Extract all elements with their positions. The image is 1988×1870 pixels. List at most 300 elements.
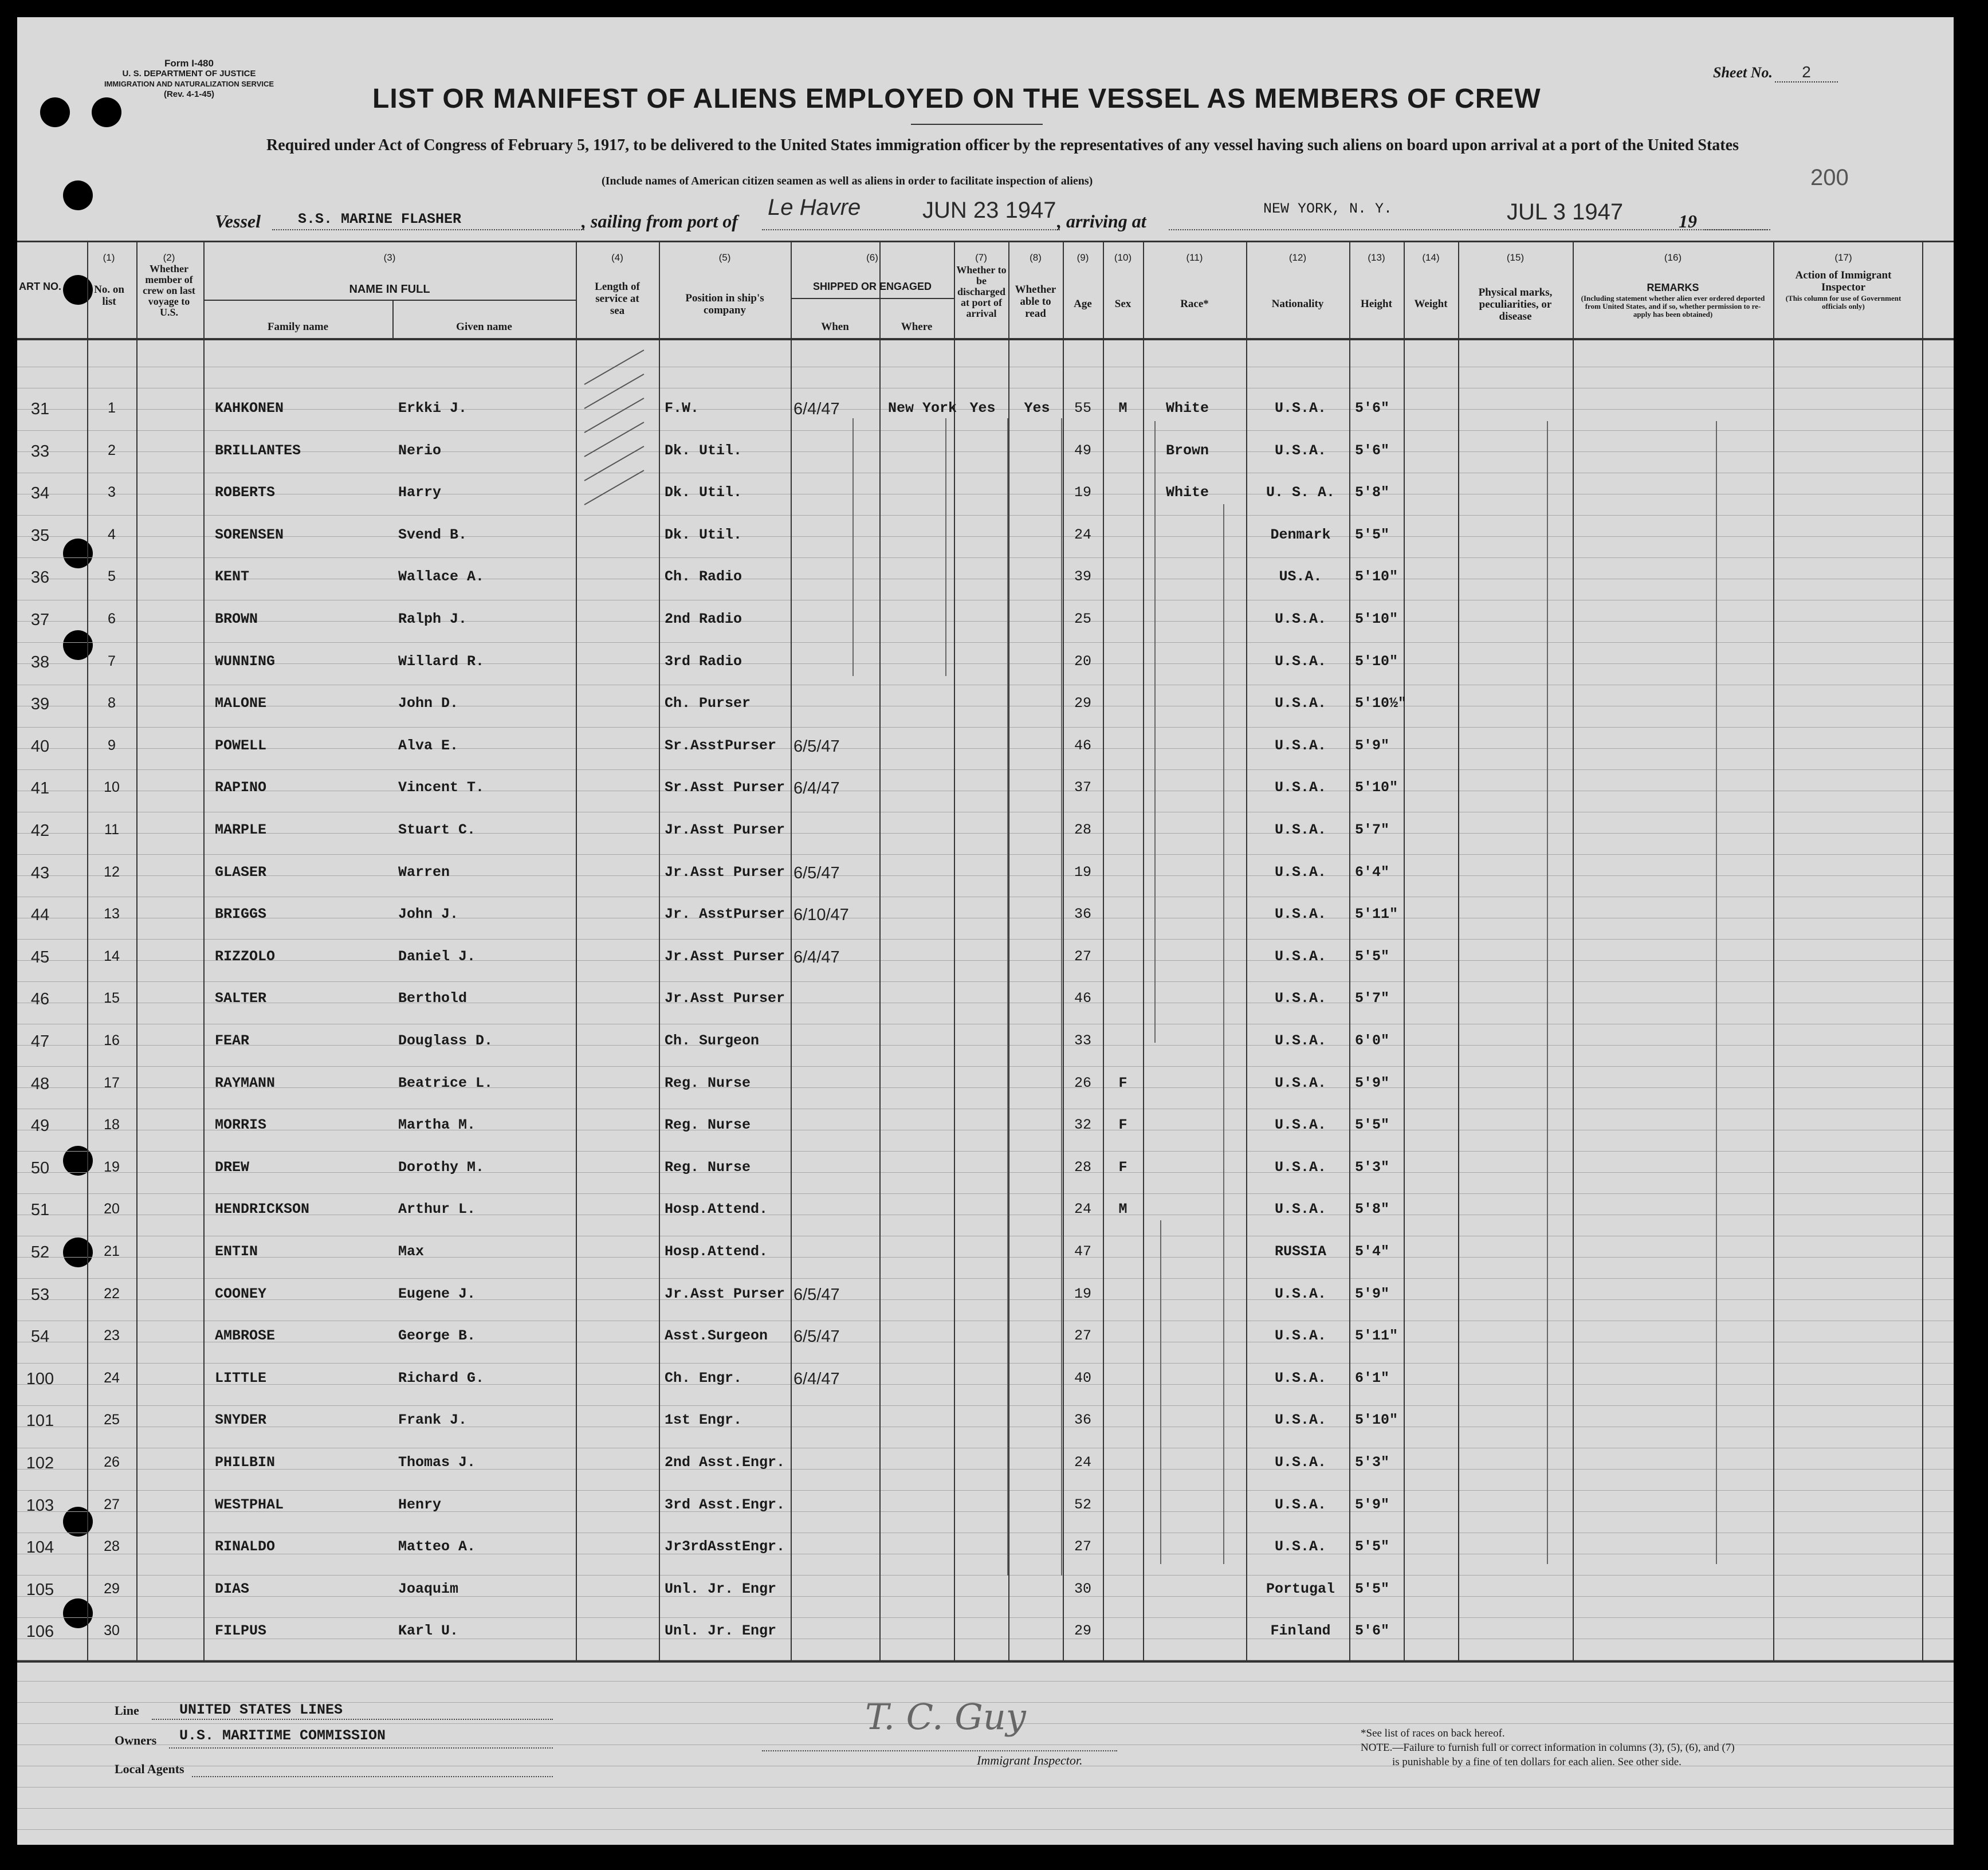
inspector-label: Immigrant Inspector. (977, 1753, 1083, 1767)
row-given-name: Max (398, 1243, 425, 1260)
row-nationality: U.S.A. (1274, 1032, 1326, 1049)
row-list-no: 9 (108, 737, 116, 753)
row-shipped-when: 6/5/47 (793, 864, 840, 882)
col-art-no-header: ART NO. (19, 281, 61, 292)
row-art-no: 37 (30, 611, 50, 629)
row-family-name: LITTLE (215, 1370, 267, 1386)
row-family-name: RAPINO (215, 779, 267, 796)
row-shipped-when: 6/10/47 (793, 906, 849, 924)
row-age: 47 (1074, 1243, 1091, 1260)
row-given-name: Ralph J. (398, 611, 467, 627)
row-given-name: Henry (398, 1496, 442, 1513)
row-position: 1st Engr. (665, 1412, 742, 1428)
row-position: Ch. Purser (665, 695, 751, 712)
ditto-mark (1154, 421, 1156, 1043)
row-position: Ch. Radio (665, 568, 742, 585)
col-12-num: (12) (1288, 252, 1307, 263)
row-age: 19 (1074, 1286, 1091, 1302)
row-given-name: Dorothy M. (398, 1159, 485, 1176)
row-family-name: SNYDER (215, 1412, 267, 1428)
col-13-header: Height (1361, 298, 1392, 310)
row-nationality: U.S.A. (1274, 1286, 1326, 1302)
row-given-name: Svend B. (398, 527, 467, 543)
col-10-header: Sex (1114, 298, 1131, 310)
col-5-num: (5) (718, 252, 731, 263)
row-given-name: Harry (398, 484, 442, 501)
row-position: Reg. Nurse (665, 1117, 751, 1133)
row-list-no: 10 (104, 779, 120, 795)
col-4-num: (4) (611, 252, 623, 263)
row-given-name: Douglass D. (398, 1032, 493, 1049)
row-position: Dk. Util. (665, 484, 742, 501)
row-position: Dk. Util. (665, 442, 742, 459)
row-given-name: Martha M. (398, 1117, 476, 1133)
row-position: 3rd Asst.Engr. (665, 1496, 785, 1513)
row-age: 46 (1074, 990, 1091, 1007)
shipped-subheader-rule (791, 298, 954, 299)
row-shipped-where: New York (888, 400, 957, 417)
owners-label: Owners (115, 1733, 157, 1747)
ruled-line (17, 1617, 1954, 1618)
col-15-header: Physical marks, peculiarities, or disease (1478, 286, 1553, 323)
row-art-no: 44 (30, 906, 50, 924)
row-art-no: 102 (26, 1454, 54, 1472)
inspector-signature (865, 1696, 1026, 1738)
table-row (17, 1159, 1954, 1182)
ruled-line (17, 430, 1954, 431)
col-17-header: Action of Immigrant Inspector (1795, 269, 1892, 293)
row-race: White (1166, 400, 1209, 417)
row-nationality: U.S.A. (1274, 1538, 1326, 1555)
ruled-line (17, 1490, 1954, 1491)
row-height: 6'0" (1355, 1032, 1390, 1049)
row-list-no: 16 (104, 1032, 120, 1048)
table-top-rule (17, 241, 1954, 242)
row-position: Unl. Jr. Engr (665, 1581, 777, 1597)
row-list-no: 30 (104, 1622, 120, 1639)
row-nationality: U.S.A. (1274, 822, 1326, 838)
table-row (17, 1454, 1954, 1477)
row-family-name: PHILBIN (215, 1454, 276, 1471)
row-height: 5'9" (1355, 1286, 1390, 1302)
table-row (17, 1538, 1954, 1561)
row-age: 26 (1074, 1075, 1091, 1091)
row-position: Dk. Util. (665, 527, 742, 543)
row-list-no: 21 (104, 1243, 120, 1259)
col-6-where-header: Where (901, 321, 933, 333)
row-list-no: 25 (104, 1412, 120, 1428)
row-nationality: U.S.A. (1274, 1327, 1326, 1344)
row-list-no: 17 (104, 1075, 120, 1091)
row-family-name: KAHKONEN (215, 400, 284, 417)
row-nationality: U.S.A. (1274, 653, 1326, 670)
row-sex: F (1118, 1075, 1127, 1091)
row-nationality: U.S.A. (1274, 1412, 1326, 1428)
ruled-line (17, 727, 1954, 728)
ditto-mark (1716, 421, 1717, 1564)
row-art-no: 47 (30, 1032, 50, 1051)
col-12-header: Nationality (1271, 298, 1324, 310)
owners-value: U.S. MARITIME COMMISSION (179, 1727, 386, 1744)
row-nationality: Denmark (1270, 527, 1331, 543)
table-row (17, 695, 1954, 718)
punch-hole (63, 275, 93, 305)
sailing-date-stamp: JUN 23 1947 (922, 198, 1056, 223)
local-agents-field (192, 1776, 553, 1777)
col-2-num: (2) (163, 252, 175, 263)
row-family-name: GLASER (215, 864, 267, 881)
row-age: 36 (1074, 1412, 1091, 1428)
table-row (17, 1496, 1954, 1519)
row-art-no: 40 (30, 737, 50, 756)
row-position: Ch. Surgeon (665, 1032, 760, 1049)
table-row (17, 1286, 1954, 1309)
row-shipped-when: 6/4/47 (793, 779, 840, 798)
row-sex: M (1118, 400, 1127, 417)
row-nationality: U.S.A. (1274, 990, 1326, 1007)
row-age: 29 (1074, 695, 1091, 712)
row-age: 19 (1074, 484, 1091, 501)
col-1-header: No. on list (94, 284, 124, 308)
ruled-line (17, 1681, 1954, 1682)
col-16-num: (16) (1664, 252, 1682, 263)
row-family-name: RAYMANN (215, 1075, 276, 1091)
row-art-no: 45 (30, 948, 50, 967)
row-art-no: 31 (30, 400, 50, 418)
row-family-name: ENTIN (215, 1243, 258, 1260)
row-family-name: WESTPHAL (215, 1496, 284, 1513)
ruled-line (17, 1829, 1954, 1830)
row-given-name: Alva E. (398, 737, 459, 754)
ruled-line (17, 1066, 1954, 1067)
row-list-no: 29 (104, 1581, 120, 1597)
row-art-no: 35 (30, 527, 50, 545)
row-age: 24 (1074, 1454, 1091, 1471)
sailing-field (762, 229, 1060, 230)
title-underline (911, 124, 1043, 125)
row-given-name: Richard G. (398, 1370, 485, 1386)
row-art-no: 33 (30, 442, 50, 461)
table-bottom-rule (17, 1660, 1954, 1663)
col-6-num: (6) (866, 252, 878, 263)
table-row (17, 568, 1954, 591)
row-family-name: MARPLE (215, 822, 267, 838)
row-age: 24 (1074, 527, 1091, 543)
col-15-num: (15) (1506, 252, 1525, 263)
row-given-name: Arthur L. (398, 1201, 476, 1217)
row-position: Sr.AsstPurser (665, 737, 777, 754)
row-nationality: US.A. (1279, 568, 1322, 585)
row-position: Jr.Asst Purser (665, 822, 785, 838)
row-age: 19 (1074, 864, 1091, 881)
row-art-no: 43 (30, 864, 50, 882)
row-list-no: 13 (104, 906, 120, 922)
row-nationality: U.S.A. (1274, 611, 1326, 627)
row-height: 5'6" (1355, 442, 1390, 459)
col-3-num: (3) (383, 252, 396, 263)
col-17-num: (17) (1834, 252, 1852, 263)
row-art-no: 100 (26, 1370, 54, 1388)
row-given-name: Vincent T. (398, 779, 485, 796)
row-family-name: DIAS (215, 1581, 250, 1597)
row-position: Unl. Jr. Engr (665, 1622, 777, 1639)
row-family-name: WUNNING (215, 653, 276, 670)
ditto-mark (852, 418, 854, 676)
row-given-name: Eugene J. (398, 1286, 476, 1302)
row-height: 5'10½" (1355, 695, 1407, 712)
row-height: 5'10" (1355, 653, 1398, 670)
row-nationality: U.S.A. (1274, 695, 1326, 712)
col-8-header: Whether able to read (1015, 284, 1056, 320)
ditto-mark (945, 418, 946, 676)
row-age: 24 (1074, 1201, 1091, 1217)
row-nationality: U.S.A. (1274, 737, 1326, 754)
line-field (152, 1719, 553, 1720)
row-family-name: BRIGGS (215, 906, 267, 922)
row-height: 5'5" (1355, 1538, 1390, 1555)
row-family-name: FEAR (215, 1032, 250, 1049)
col-9-header: Age (1074, 298, 1092, 310)
ditto-mark (1007, 418, 1008, 1576)
row-art-no: 103 (26, 1496, 54, 1515)
footnote-fine: is punishable by a fine of ten dollars for each alien. See other side. (1392, 1756, 1681, 1768)
col-5-header: Position in ship's company (685, 292, 764, 316)
table-row (17, 1117, 1954, 1140)
ruled-line (17, 939, 1954, 940)
row-height: 5'11" (1355, 1327, 1398, 1344)
row-age: 27 (1074, 948, 1091, 965)
page-title: LIST OR MANIFEST OF ALIENS EMPLOYED ON THE VESSEL AS MEMBERS OF CREW (372, 84, 1541, 114)
row-age: 33 (1074, 1032, 1091, 1049)
row-given-name: Joaquim (398, 1581, 459, 1597)
manifest-sheet (17, 17, 1954, 1845)
row-nationality: Portugal (1266, 1581, 1335, 1597)
row-nationality: U.S.A. (1274, 1496, 1326, 1513)
row-art-no: 34 (30, 484, 50, 502)
col-14-num: (14) (1422, 252, 1440, 263)
col-10-num: (10) (1114, 252, 1132, 263)
col-6-header: SHIPPED OR ENGAGED (812, 281, 932, 292)
row-height: 5'7" (1355, 990, 1390, 1007)
row-age: 55 (1074, 400, 1091, 417)
ruled-line (17, 1193, 1954, 1194)
table-row (17, 1327, 1954, 1350)
ditto-mark (1061, 418, 1062, 1576)
sheet-value: 2 (1775, 63, 1838, 82)
arriving-date-stamp: JUL 3 1947 (1507, 199, 1624, 225)
row-age: 46 (1074, 737, 1091, 754)
vessel-label: Vessel (215, 211, 261, 231)
table-row (17, 1075, 1954, 1098)
row-list-no: 2 (108, 442, 116, 458)
punch-hole (40, 97, 70, 127)
row-height: 5'10" (1355, 1412, 1398, 1428)
row-height: 5'7" (1355, 822, 1390, 838)
row-shipped-when: 6/5/47 (793, 1286, 840, 1304)
row-art-no: 42 (30, 822, 50, 840)
row-position: Jr.Asst Purser (665, 864, 785, 881)
row-art-no: 101 (26, 1412, 54, 1430)
table-row (17, 653, 1954, 676)
row-given-name: Erkki J. (398, 400, 467, 417)
row-height: 5'8" (1355, 1201, 1390, 1217)
col-8-num: (8) (1030, 252, 1042, 263)
col-13-num: (13) (1368, 252, 1385, 263)
row-nationality: U.S.A. (1274, 1117, 1326, 1133)
year-label: 19 (1679, 211, 1697, 231)
row-given-name: Wallace A. (398, 568, 485, 585)
row-race: White (1166, 484, 1209, 501)
row-height: 5'9" (1355, 1075, 1390, 1091)
line-label: Line (115, 1703, 139, 1718)
line-value: UNITED STATES LINES (179, 1702, 343, 1718)
row-list-no: 4 (108, 527, 116, 543)
row-art-no: 49 (30, 1117, 50, 1135)
page-subtitle: Required under Act of Congress of February 5, 1917, to be delivered to the United States immigration officer by the representatives of any vessel having such aliens on board upon arrival at a port of the United States (266, 136, 1739, 154)
row-height: 5'5" (1355, 948, 1390, 965)
row-position: Hosp.Attend. (665, 1243, 768, 1260)
ruled-line (17, 981, 1954, 982)
row-art-no: 104 (26, 1538, 54, 1557)
page-stamp-number: 200 (1810, 165, 1849, 190)
row-list-no: 22 (104, 1286, 120, 1302)
table-row (17, 611, 1954, 634)
form-number: Form I-480 (164, 58, 214, 69)
row-height: 5'10" (1355, 779, 1398, 796)
table-row (17, 1201, 1954, 1224)
row-given-name: Daniel J. (398, 948, 476, 965)
row-nationality: U.S.A. (1274, 1201, 1326, 1217)
row-list-no: 1 (108, 400, 116, 416)
row-family-name: COONEY (215, 1286, 267, 1302)
row-position: Jr.Asst Purser (665, 948, 785, 965)
table-row (17, 779, 1954, 802)
row-family-name: BROWN (215, 611, 258, 627)
row-list-no: 23 (104, 1327, 120, 1343)
ruled-line (17, 769, 1954, 770)
col-3-header: NAME IN FULL (349, 283, 430, 296)
col-9-num: (9) (1076, 252, 1089, 263)
ditto-mark (1547, 421, 1548, 1564)
row-art-no: 54 (30, 1327, 50, 1346)
table-row (17, 400, 1954, 423)
row-height: 5'10" (1355, 611, 1398, 627)
col-11-num: (11) (1186, 252, 1203, 263)
row-given-name: Karl U. (398, 1622, 459, 1639)
col-17-subheader: (This column for use of Government officials only) (1785, 294, 1901, 311)
row-age: 28 (1074, 822, 1091, 838)
table-row (17, 1032, 1954, 1055)
ruled-line (17, 1808, 1954, 1809)
row-art-no: 106 (26, 1622, 54, 1641)
row-given-name: Warren (398, 864, 450, 881)
row-race: Brown (1166, 442, 1209, 459)
row-family-name: MALONE (215, 695, 267, 712)
row-age: 37 (1074, 779, 1091, 796)
row-height: 5'11" (1355, 906, 1398, 922)
row-age: 49 (1074, 442, 1091, 459)
form-meta (103, 58, 275, 100)
sheet-label: Sheet No. (1713, 64, 1773, 81)
ditto-mark (1160, 1220, 1161, 1564)
row-art-no: 48 (30, 1075, 50, 1093)
col-16-header: REMARKS (1647, 282, 1699, 293)
row-family-name: SALTER (215, 990, 267, 1007)
row-height: 5'3" (1355, 1454, 1390, 1471)
row-sex: F (1118, 1117, 1127, 1133)
row-sex: F (1118, 1159, 1127, 1176)
signature-text: T. C. Guy (865, 1696, 1026, 1738)
row-nationality: U.S.A. (1274, 1454, 1326, 1471)
owners-field (169, 1747, 553, 1749)
row-position: Jr3rdAsstEngr. (665, 1538, 785, 1555)
row-family-name: HENDRICKSON (215, 1201, 310, 1217)
row-position: Jr.Asst Purser (665, 990, 785, 1007)
col-3-given-header: Given name (456, 321, 512, 333)
table-row (17, 442, 1954, 465)
row-height: 5'3" (1355, 1159, 1390, 1176)
row-position: Reg. Nurse (665, 1075, 751, 1091)
table-row (17, 1581, 1954, 1604)
row-height: 5'4" (1355, 1243, 1390, 1260)
ruled-line (17, 1405, 1954, 1406)
sailing-port: Le Havre (768, 195, 861, 220)
row-list-no: 8 (108, 695, 116, 711)
row-given-name: Matteo A. (398, 1538, 476, 1555)
row-age: 36 (1074, 906, 1091, 922)
col-11-header: Race* (1180, 298, 1209, 310)
row-given-name: Stuart C. (398, 822, 476, 838)
page-subnote: (Include names of American citizen seamen as well as aliens in order to facilitate inspection of aliens) (602, 175, 1093, 187)
row-family-name: FILPUS (215, 1622, 267, 1639)
ruled-line (17, 1575, 1954, 1576)
table-row (17, 1412, 1954, 1435)
punch-hole (63, 180, 93, 210)
vessel-name: S.S. MARINE FLASHER (298, 211, 462, 227)
row-nationality: U.S.A. (1274, 906, 1326, 922)
row-shipped-when: 6/5/47 (793, 1327, 840, 1346)
row-nationality: U.S.A. (1274, 1159, 1326, 1176)
row-given-name: Frank J. (398, 1412, 467, 1428)
row-height: 5'9" (1355, 1496, 1390, 1513)
row-art-no: 41 (30, 779, 50, 798)
row-family-name: BRILLANTES (215, 442, 301, 459)
table-row (17, 990, 1954, 1013)
row-shipped-when: 6/4/47 (793, 400, 840, 418)
row-list-no: 19 (104, 1159, 120, 1175)
row-art-no: 39 (30, 695, 50, 713)
row-sex: M (1118, 1201, 1127, 1217)
inspector-field (762, 1750, 1117, 1751)
row-age: 40 (1074, 1370, 1091, 1386)
row-able-to-read: Yes (1024, 400, 1050, 417)
ditto-mark (1223, 504, 1224, 1564)
col-3-family-header: Family name (267, 321, 329, 333)
row-nationality: U. S. A. (1266, 484, 1335, 501)
table-row (17, 737, 1954, 760)
row-nationality: U.S.A. (1274, 948, 1326, 965)
local-agents-label: Local Agents (115, 1762, 184, 1776)
row-family-name: AMBROSE (215, 1327, 276, 1344)
row-art-no: 52 (30, 1243, 50, 1262)
row-position: F.W. (665, 400, 700, 417)
col-16-subheader: (Including statement whether alien ever ordered deported from United States, and if so, whether permission to re-apply has been obtained) (1581, 294, 1765, 319)
vessel-name-field (272, 229, 584, 230)
row-given-name: Beatrice L. (398, 1075, 493, 1091)
row-list-no: 20 (104, 1201, 120, 1217)
row-list-no: 24 (104, 1370, 120, 1386)
arriving-port: NEW YORK, N. Y. (1263, 201, 1393, 217)
